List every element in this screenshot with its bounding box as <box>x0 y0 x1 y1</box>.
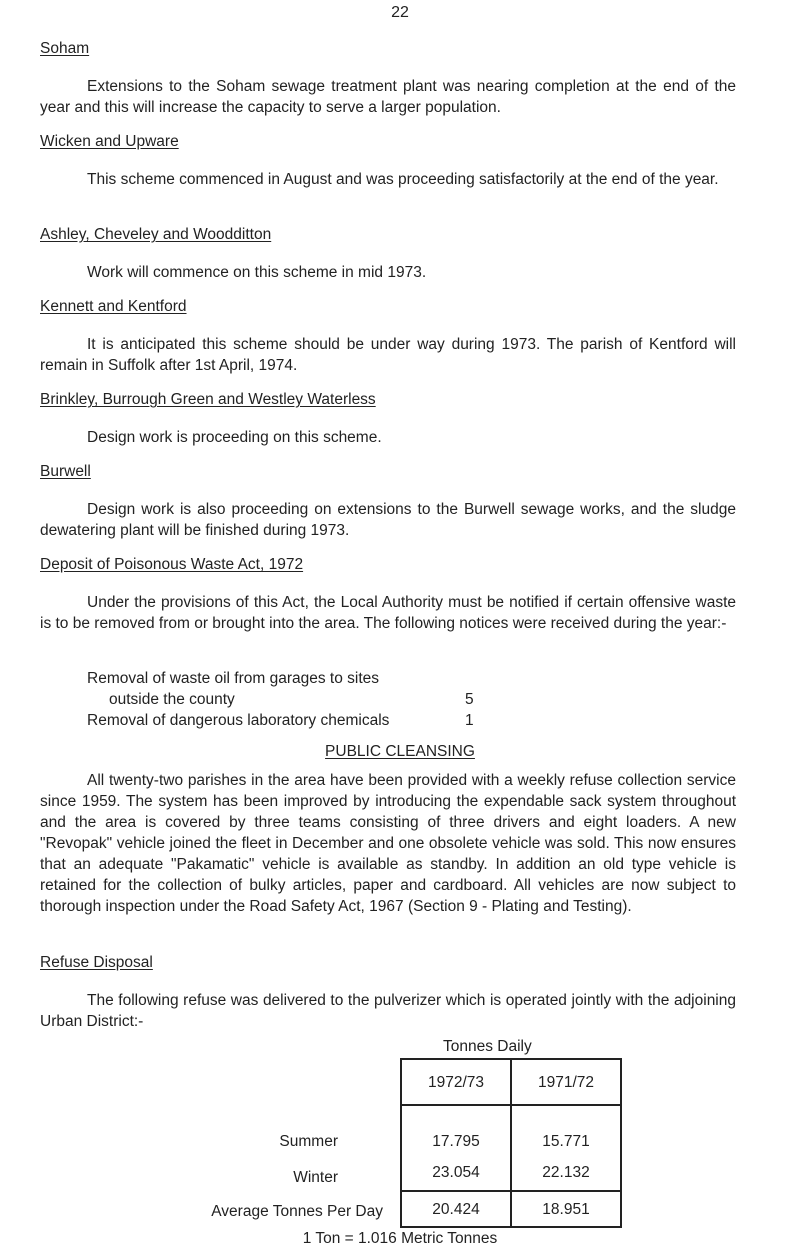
paragraph-soham <box>40 76 736 118</box>
paragraph-burwell-text: Design work is also proceeding on extensions to the Burwell sewage works, and the sludge dewatering plant will be finished during 1973. <box>40 501 736 539</box>
paragraph-public-cleansing-text: All twenty-two parishes in the area have been provided with a weekly refuse collection service since 1959. The system has been improved by introducing the expendable sack system throughout and the area is covered by three teams consisting of three drivers and eight loaders. A new "Revopak" vehicle joined the fleet in December and one obsolete vehicle was sold. This now ensures that an adequate "Pakamatic" vehicle is available as standby. In addition an old type vehicle is retained for the collection of bulky articles, paper and cardboard. All vehicles are now subject to thorough inspection under the Road Safety Act, 1967 (Section 9 - Plating and Testing). <box>40 772 736 915</box>
table-cell: 23.054 <box>401 1154 511 1191</box>
heading-burwell: Burwell <box>40 463 91 480</box>
paragraph-ashley-text: Work will commence on this scheme in mid 1973. <box>87 264 427 281</box>
paragraph-wicken-upware <box>40 169 736 190</box>
heading-refuse-disposal: Refuse Disposal <box>40 954 153 971</box>
notice-lab-chemicals-count: 1 <box>465 712 474 729</box>
table-row <box>401 1154 621 1191</box>
paragraph-ashley <box>40 262 736 283</box>
footnote: 1 Ton = 1.016 Metric Tonnes <box>302 1230 498 1247</box>
table-caption: Tonnes Daily <box>443 1038 532 1055</box>
public-cleansing-heading-wrap <box>0 741 800 762</box>
notice-waste-oil-count: 5 <box>465 691 474 708</box>
paragraph-kennett-text: It is anticipated this scheme should be under way during 1973. The parish of Kentford will remain in Suffolk after 1st April, 1974. <box>40 336 736 374</box>
heading-soham: Soham <box>40 40 90 57</box>
heading-brinkley: Brinkley, Burrough Green and Westley Waterless <box>40 391 376 408</box>
heading-ashley-cheveley-woodditton: Ashley, Cheveley and Woodditton <box>40 226 272 243</box>
paragraph-poisonous-waste-text: Under the provisions of this Act, the Local Authority must be notified if certain offensive waste is to be removed from or brought into the area. The following notices were received during the year:- <box>40 594 736 632</box>
notice-waste-oil-line2: outside the county <box>109 691 235 708</box>
paragraph-kennett <box>40 334 736 376</box>
heading-wicken-upware: Wicken and Upware <box>40 133 179 150</box>
heading-poisonous-waste-act: Deposit of Poisonous Waste Act, 1972 <box>40 556 304 573</box>
table-cell: 20.424 <box>401 1191 511 1227</box>
row-label-summer: Summer <box>279 1133 338 1150</box>
row-label-winter: Winter <box>293 1169 338 1186</box>
table-cell: 15.771 <box>511 1105 621 1154</box>
table-row <box>401 1105 621 1154</box>
table-cell: 17.795 <box>401 1105 511 1154</box>
row-label-average: Average Tonnes Per Day <box>211 1203 383 1220</box>
table-row <box>401 1191 621 1227</box>
paragraph-poisonous-waste <box>40 592 736 634</box>
table-cell: 22.132 <box>511 1154 621 1191</box>
paragraph-refuse-disposal-text: The following refuse was delivered to the pulverizer which is operated jointly with the adjoining Urban District:- <box>40 992 736 1030</box>
paragraph-brinkley-text: Design work is proceeding on this scheme. <box>87 429 382 446</box>
page-number: 22 <box>391 4 409 21</box>
paragraph-soham-text: Extensions to the Soham sewage treatment plant was nearing completion at the end of the year and this will increase the capacity to serve a larger population. <box>40 78 736 116</box>
paragraph-brinkley <box>40 427 736 448</box>
column-header: 1972/73 <box>401 1059 511 1105</box>
table-cell: 18.951 <box>511 1191 621 1227</box>
table-header-row <box>401 1059 621 1105</box>
paragraph-burwell <box>40 499 736 541</box>
column-header: 1971/72 <box>511 1059 621 1105</box>
notice-waste-oil-line1: Removal of waste oil from garages to sites <box>87 670 380 687</box>
public-cleansing-heading: PUBLIC CLEANSING <box>325 743 475 760</box>
heading-kennett-kentford: Kennett and Kentford <box>40 298 187 315</box>
paragraph-public-cleansing <box>40 770 736 917</box>
paragraph-wicken-upware-text: This scheme commenced in August and was proceeding satisfactorily at the end of the year. <box>87 171 719 188</box>
notice-lab-chemicals: Removal of dangerous laboratory chemicals <box>87 712 390 729</box>
refuse-table <box>400 1058 622 1228</box>
paragraph-refuse-disposal <box>40 990 736 1032</box>
